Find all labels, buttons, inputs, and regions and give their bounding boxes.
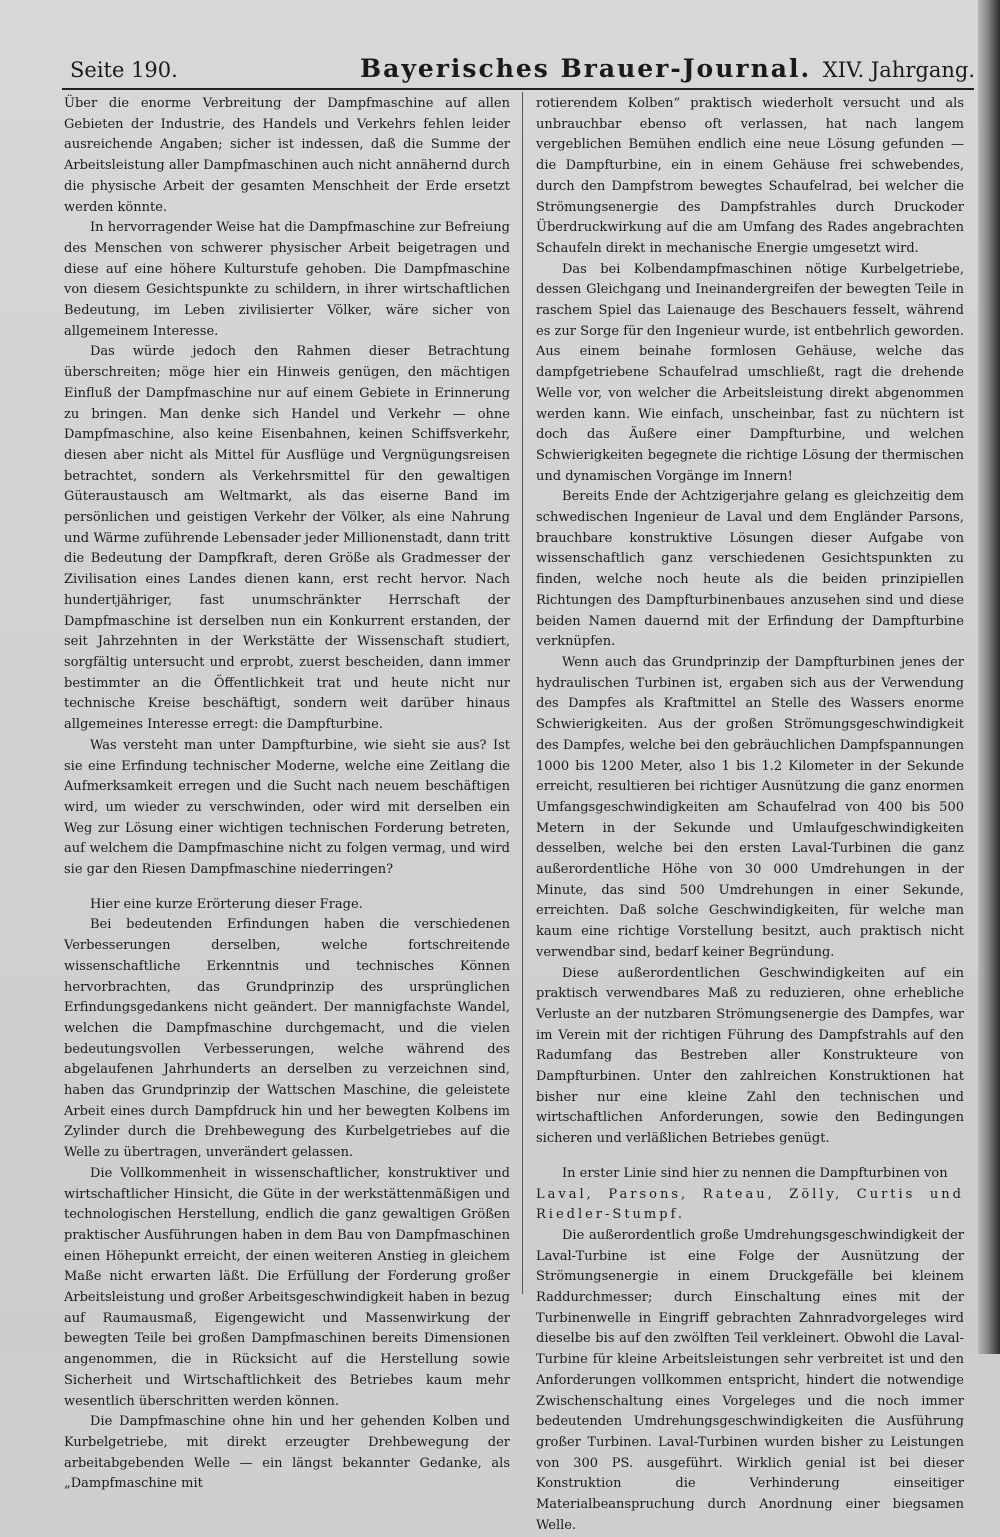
paragraph: Was versteht man unter Dampfturbine, wie sieht sie aus? Ist sie eine Erfindung technischer Moderne, welche eine Zeitlang die Aufmerksamkeit erregen und die Sucht nach neuem beschäftigen wird, um wieder zu verschwinden, oder wird mit derselben ein Weg zur Lösung einer wichtigen technischen Forderung betreten, auf welchem die Dampfmaschine nicht zu folgen vermag, und wird sie gar den Riesen Dampfmaschine niederringen? — [64, 737, 510, 878]
page-header — [70, 52, 975, 92]
adjacent-page-edge — [978, 0, 1000, 1354]
paragraph: Das würde jedoch den Rahmen dieser Betrachtung überschreiten; möge hier ein Hinweis genügen, den mächtigen Einfluß der Dampfmaschine nur auf einem Gebiete in Erinnerung zu bringen. Man denke sich Handel und Verkehr — ohne Dampfmaschine, also keine Eisenbahnen, keinen Schiffsverkehr, diesen aber nicht als Mittel für Ausflüge und Vergnügungsreisen betrachtet, sondern als Verkehrsmittel für den gewaltigen Güteraustausch am Weltmarkt, als das eiserne Band im persönlichen und geistigen Verkehr der Völker, als eine Nahrung und Wärme zuführende Lebensader jeder Millionenstadt, dann tritt die Bedeutung der Dampfkraft, deren Größe als Gradmesser der Zivilisation eines Landes dienen kann, erst recht hervor. Nach hundertjähriger, fast unumschränkter Herrschaft der Dampfmaschine ist derselben nun ein Konkurrent erstanden, der seit Jahrzehnten in der Werkstätte der Wissenschaft studiert, sorgfältig untersucht und erprobt, zuerst bescheiden, dann immer bestimmter an die Öffentlichkeit trat und heute nicht nur technische Kreise beschäftigt, sondern weit darüber hinaus allgemeines Interesse erregt: die Dampfturbine. — [64, 344, 510, 733]
paragraph: In erster Linie sind hier zu nennen die Dampfturbinen von — [562, 1165, 948, 1181]
paragraph: Diese außerordentlichen Geschwindigkeiten auf ein praktisch verwendbares Maß zu reduzieren, ohne erhebliche Verluste an der nutzbaren Strömungsenergie des Dampfes, war im Verein mit der richtigen Führung des Dampfstrahls auf den Radumfang das Bestreben aller Konstrukteure von Dampfturbinen. Unter den zahlreichen Konstruktionen hat bisher nur eine kleine Zahl den technischen und wirtschaftlichen Anforderungen, sowie den Bedingungen sicheren und verläßlichen Betriebes genügt. — [536, 965, 964, 1147]
turbine-makers-list: Laval, Parsons, Rateau, Zölly, Curtis und Riedler-Stumpf. — [536, 1186, 964, 1223]
paragraph: Wenn auch das Grundprinzip der Dampfturbinen jenes der hydraulischen Turbinen ist, ergaben sich aus der Verwendung des Dampfes als Kraftmittel an Stelle des Wassers enorme Schwierigkeiten. Aus der großen Strömungsgeschwindigkeit des Dampfes, welche bei den gebräuchlichen Dampfspannungen 1000 bis 1200 Meter, also 1 bis 1.2 Kilometer in der Sekunde erreicht, resultieren bei richtiger Ausnützung die ganz enormen Umfangsgeschwindigkeiten am Schaufelrad von 400 bis 500 Metern in der Sekunde und Umlaufgeschwindigkeiten desselben, welche bei den ersten Laval-Turbinen die ganz außerordentliche Höhe von 30 000 Umdrehungen in der Minute, das sind 500 Umdrehungen in einer Sekunde, erreichten. Daß solche Geschwindigkeiten, für welche man kaum eine richtige Vorstellung besitzt, auch praktisch nicht verwendbar sind, bedarf keiner Begründung. — [536, 654, 964, 960]
paragraph: In hervorragender Weise hat die Dampfmaschine zur Befreiung des Menschen von schwerer physischer Arbeit beigetragen und diese auf eine höhere Kulturstufe gehoben. Die Dampfmaschine von diesem Gesichtspunkte zu schildern, in ihrer wirtschaftlichen Bedeutung, im Leben zivilisierter Völker, wäre sicher von allgemeinem Interesse. — [64, 220, 510, 339]
page-number: Seite 190. — [70, 58, 178, 82]
paragraph: Die Vollkommenheit in wissenschaftlicher, konstruktiver und wirtschaftlicher Hinsicht, die Güte in der werkstättenmäßigen und technologischen Herstellung, endlich die ganz gewaltigen Größen praktischer Ausführungen haben in dem Bau von Dampfmaschinen einen Höhepunkt erreicht, der einen weiteren Anstieg in gleichem Maße nicht erwarten läßt. Die Erfüllung der Forderung großer Arbeitsleistung und großer Arbeitsgeschwindigkeit haben in bezug auf Raumausmaß, Eigengewicht und Massenwirkung der bewegten Teile bei großen Dampfmaschinen bereits Dimensionen angenommen, die in Rücksicht auf die Herstellung sowie Sicherheit und Wirtschaftlichkeit des Betriebes kaum mehr wesentlich überschritten werden können. — [64, 1165, 510, 1409]
paragraph: Über die enorme Verbreitung der Dampfmaschine auf allen Gebieten der Industrie, des Handels und Verkehrs fehlen leider ausreichende Angaben; sicher ist indessen, daß die Summe der Arbeitsleistung aller Dampfmaschinen auch nicht annähernd durch die physische Arbeit der gesamten Menschheit der Erde ersetzt werden könnte. — [64, 96, 510, 215]
journal-title: Bayerisches Brauer-Journal. — [360, 54, 812, 83]
column-divider — [522, 92, 523, 1294]
left-column — [64, 94, 510, 1495]
paragraph: Die außerordentlich große Umdrehungsgeschwindigkeit der Laval-Turbine ist eine Folge der Ausnützung der Strömungsenergie in einem Druckgefälle bei kleinem Raddurchmesser; durch Einschaltung eines mit der Turbinenwelle in Eingriff gebrachten Zahnradvorgeleges wird dieselbe bis auf den zwölften Teil verkleinert. Obwohl die Laval-Turbine für kleine Arbeitsleistungen sehr verbreitet ist und den Anforderungen vollkommen entspricht, hindert die notwendige Zwischenschaltung eines Vorgeleges und die noch immer bedeutenden Umdrehungsgeschwindigkeiten die Ausführung großer Turbinen. Laval-Turbinen wurden bisher zu Leistungen von 300 PS. ausgeführt. Wirklich genial ist bei dieser Konstruktion die Verhinderung einseitiger Materialbeanspruchung durch Anordnung einer biegsamen Welle. — [536, 1227, 964, 1533]
paragraph: rotierendem Kolben“ praktisch wiederholt versucht und als unbrauchbar ebenso oft verlassen, hat nach langem vergeblichen Bemühen endlich eine neue Lösung gefunden — die Dampfturbine, ein in einem Gehäuse frei schwebendes, durch den Dampfstrom bewegtes Schaufelrad, bei welcher die Strömungsenergie des Dampfstrahles durch Druckoder Überdruckwirkung auf die am Umfang des Rades angebrachten Schaufeln direkt in mechanische Energie umgesetzt wird. — [536, 96, 964, 256]
right-column — [536, 94, 964, 1537]
paragraph: Das bei Kolbendampfmaschinen nötige Kurbelgetriebe, dessen Gleichgang und Ineinandergreifen der bewegten Teile in raschem Spiel das Laienauge des Beschauers fesselt, während es zur Sorge für den Ingenieur wurde, ist entbehrlich geworden. Aus einem beinahe formlosen Gehäuse, welche das dampfgetriebene Schaufelrad umschließt, ragt die drehende Welle vor, von welcher die Arbeitsleistung direkt abgenommen werden kann. Wie einfach, unscheinbar, fast zu nüchtern ist doch das Äußere einer Dampfturbine, und welchen Schwierigkeiten begegnete die richtige Lösung der thermischen und dynamischen Vorgänge im Innern! — [536, 261, 964, 484]
volume-label: XIV. Jahrgang. — [822, 58, 975, 82]
paragraph: Hier eine kurze Erörterung dieser Frage. — [90, 896, 363, 912]
header-rule — [62, 88, 974, 90]
paragraph: Die Dampfmaschine ohne hin und her gehenden Kolben und Kurbelgetriebe, mit direkt erzeugter Drehbewegung der arbeitabgebenden Welle — ein längst bekannter Gedanke, als „Dampfmaschine mit — [64, 1414, 510, 1492]
paragraph: Bei bedeutenden Erfindungen haben die verschiedenen Verbesserungen derselben, welche fortschreitende wissenschaftliche Erkenntnis und technisches Können hervorbrachten, das Grundprinzip des ursprünglichen Erfindungsgedankens nicht geändert. Der mannigfachste Wandel, welchen die Dampfmaschine durchgemacht, und die vielen bedeutungsvollen Verbesserungen, welche während des abgelaufenen Jahrhunderts an derselben zu verzeichnen sind, haben das Grundprinzip der Wattschen Maschine, die geleistete Arbeit eines durch Dampfdruck hin und her bewegten Kolbens im Zylinder durch die Drehbewegung des Kurbelgetriebes auf die Welle zu übertragen, unverändert gelassen. — [64, 917, 510, 1161]
paragraph: Bereits Ende der Achtzigerjahre gelang es gleichzeitig dem schwedischen Ingenieur de Laval und dem Engländer Parsons, brauchbare konstruktive Lösungen dieser Aufgabe von wissenschaftlich ganz verschiedenen Gesichtspunkten zu finden, welche noch heute als die beiden prinzipiellen Richtungen des Dampfturbinenbaues anzusehen sind und diese beiden Namen dauernd mit der Erfindung der Dampfturbine verknüpfen. — [536, 489, 964, 650]
